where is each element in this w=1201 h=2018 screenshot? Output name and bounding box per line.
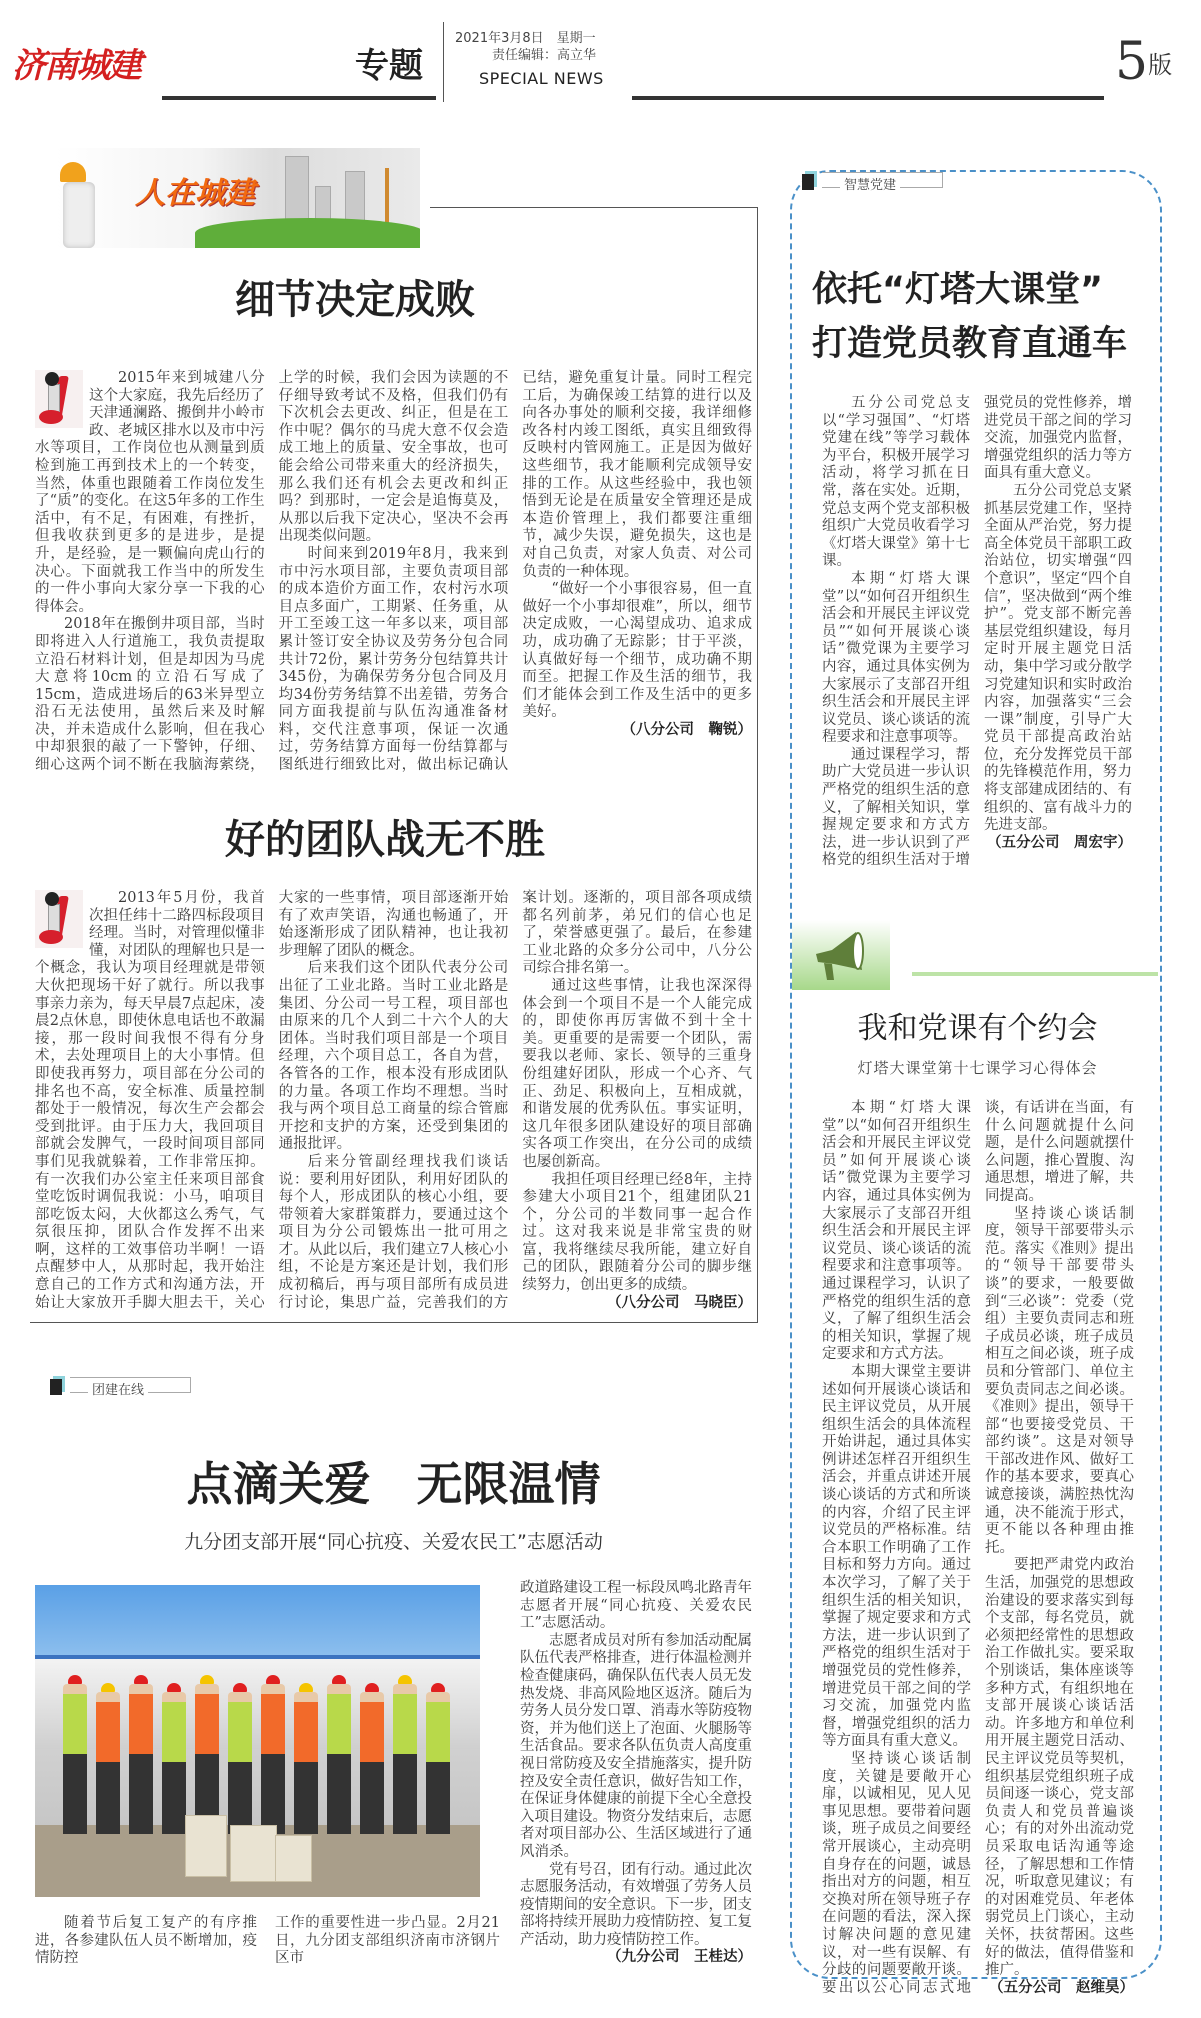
worker-figure: [327, 1684, 351, 1834]
byline: （五分公司 赵维昊）: [989, 1979, 1134, 1996]
worker-figure: [63, 182, 95, 248]
paragraph: 本期“灯塔大课堂”以“如何召开组织生活会和开展民主评议党员”“如何开展谈心谈话”微党课为主要学习内容，通过具体实例为大家展示了支部召开组织生活会和开展民主评议党员、谈心谈话的流程要求和注意事项等。: [822, 570, 970, 746]
worker-figure: [195, 1684, 219, 1834]
paragraph: 坚持谈心谈话制度，领导干部要带头示范。落实《准则》提出的“领导干部要带头谈”的要求，一般要做到“三必谈”：党委（党组）主要负责同志和班子成员必谈，班子成员相互之间必谈，班子成员和分管部门、单位主要负责同志之间必谈。《准则》提出，领导干部“也要接受党员、干部约谈”。这是对领导干部改进作风、做好工作的基本要求，要真心诚意接谈，满腔热忱沟通，决不能流于形式，更不能以各种理由推托。: [985, 1205, 1134, 1556]
paragraph: 本期大课堂主要讲述如何开展谈心谈话和民主评议党员，从开展组织生活会的具体流程开始讲起，通过具体实例讲述怎样召开组织生活会，并重点讲述开展谈心谈话的方式和所谈的内容，介绍了民主评议党员的严格标准。结合本职工作明确了工作目标和努力方向。通过本次学习，了解了关于组织生活的相关知识，掌握了规定要求和方式方法，进一步认识到了严格党的组织生活对于增强党员的党性修养，增进党员干部之间的学习交流，加强党内监督，增强党组织的活力等方面具有重大意义。: [822, 1363, 971, 1750]
paragraph: 2013年5月份，我首次担任纬十二路四标段项目经理。当时，对管理似懂非懂，对团队的理解也只是一个概念，我认为项目经理就是带领大伙把现场干好了就行。所以我事事亲力亲为，每天早晨7点起床，凌晨2点休息，即使休息电话也不敢漏接，那一段时间我恨不得有分身术，去处理项目上的大小事情。但即使我再努力，项目部在分公司的排名也不高，安全标准、质量控制都处于一般情况，每次生产会都会受到批评。由于压力大，我回项目部就会发脾气，一段时间项目部同事们见我就躲着，工作非常压抑。有一次我们办公室主任来项目部食堂吃饭时调侃我说：小马，咱项目部吃饭太闷，大伙都这么秀气，气氛很压抑，团队合作发挥不出来啊，这样的工效事倍功半啊！一语点醒梦中人，从那时起，我开始注意自己的工作方式和沟通方法，开始让大家放开手脚大胆去干，关心大家的一些事情，项目部逐渐开始有了欢声笑语，沟通也畅通了，开始逐渐形成了团队精神，也让我初步理解了团队的概念。: [35, 890, 509, 1311]
accent-line: [912, 972, 1158, 976]
worker-figure: [261, 1684, 285, 1834]
article-body-col1: [35, 1915, 257, 1968]
helmet: [398, 1675, 412, 1684]
paragraph: 五分公司党总支紧抓基层党建工作，坚持全面从严治党，努力提高全体党员干部职工政治站位，切实增强“四个意识”，坚定“四个自信”，坚决做到“两个维护”。党支部不断完善基层党组织建设，每月定时开展主题党日活动，集中学习或分散学习党建知识和实时政治内容，加强落实“三会一课”制度，引导广大党员干部提高政治站位，充分发挥党员干部的先锋模范作用，努力将支部建成团结的、有组织的、富有战斗力的先进支部。: [984, 482, 1132, 834]
worker-figure: [63, 1684, 87, 1834]
tag-square-icon: [50, 1379, 62, 1395]
frame-line-right: [757, 207, 758, 1322]
sidebar-article-subheadline: 灯塔大课堂第十七课学习心得体会: [857, 1059, 1098, 1077]
helmet: [68, 1675, 82, 1684]
paragraph: 2018年在搬倒井项目部，当时即将进入人行道施工，我负责提取立沿石材料计划，但是却因为马虎大意将10cm的立沿石写成了15cm，造成进场后的63米异型立沿石无法使用，虽然后来及时解决，并未造成什么影响，但在我心中却狠狠的敲了一下警钟，仔细、细心这两个词不断在我脑海萦绕，上学的时候，我们会因为读题的不仔细导致考试不及格，但我们仍有下次机会去更改、纠正，但是在工作中呢？偶尔的马虎大意不仅会造成工地上的质量、安全事故，也可能会给公司带来重大的经济损失，那么我们还有机会去更改和纠正吗？到那时，一定会是追悔莫及，从那以后我下定决心，坚决不会再出现类似问题。: [35, 370, 509, 774]
paragraph: 后来我们这个团队代表分公司出征了工业北路。当时工业北路是集团、分公司一号工程，项目部也由原来的几个人到二十六个人的大团体。当时我们项目部是一个项目经理，六个项目总工，各自为营，各管各的工作，根本没有形成团队的力量。各项工作均不理想。当时我与两个项目总工商量的综合管廊开挖和支护的方案，还受到集团的通报批评。: [278, 960, 509, 1153]
paragraph: 随着节后复工复产的有序推进，各参建队伍人员不断增加，疫情防控: [35, 1915, 257, 1967]
tag-label: 团建在线: [88, 1379, 148, 1398]
paragraph: 本期“灯塔大课堂”以“如何召开组织生活会和开展民主评议党员”如何开展谈心谈话”微党课为主要学习内容，通过具体实例为大家展示了支部召开组织生活会和开展民主评议党员、谈心谈话的流程要求和注意事项等。通过课程学习，认识了严格党的组织生活的意义，了解了组织生活会的相关知识，掌握了规定要求和方式方法。: [822, 1100, 971, 1363]
paragraph: “做好一个小事很容易，但一直做好一个小事却很难”，所以，细节决定成败，一心渴望成功、追求成功，成功确了无踪影；甘于平淡，认真做好每一个细节，成功确不期而至。把握工作及生活的细节，我们才能体会到工作及生活中的更多美好。: [522, 581, 752, 721]
byline: （九分公司 王桂达）: [607, 1949, 752, 1966]
helmet: [299, 1683, 313, 1692]
helmet: [332, 1675, 346, 1684]
section-tag: [802, 172, 992, 192]
megaphone-badge: [792, 920, 890, 990]
helmet: [365, 1683, 379, 1692]
volunteer-group-photo: [35, 1585, 480, 1897]
paragraph: 政道路建设工程一标段凤鸣北路青年志愿者开展“同心抗疫、关爱农民工”志愿活动。: [520, 1580, 752, 1632]
header-divider: [443, 22, 444, 102]
music-note-icon: [35, 890, 83, 948]
grass-hill: [195, 218, 420, 248]
paragraph: 我担任项目经理已经8年，主持参建大小项目21个，组建团队21个，分公司的半数同事一起合作过。这对我来说是非常宝贵的财富，我将继续尽我所能，建立好自己的团队，跟随着分公司的脚步继续努力，创出更多的成绩。: [522, 1171, 752, 1294]
worker-figure: [129, 1684, 153, 1834]
sidebar-article-body: [822, 395, 1132, 870]
article-headline: 细节决定成败: [235, 277, 475, 323]
sidebar-headline-line2: 打造党员教育直通车: [812, 324, 1128, 364]
paragraph: 党有号召，团有行动。通过此次志愿服务活动，有效增强了劳务人员疫情期间的安全意识。下一步，团支部将持续开展助力疫情防控、复工复产活动，助力疫情防控工作。: [520, 1861, 752, 1948]
paragraph: 五分公司党总支以“学习强国”、“灯塔党建在线”等学习载体为平台，积极开展学习活动，将学习抓在日常，落在实处。近期，党总支两个党支部积极组织广大党员收看学习《灯塔大课堂》第十七课。: [822, 395, 970, 570]
article-headline: 点滴关爱 无限温情: [186, 1457, 601, 1511]
page-suffix: 版: [1148, 51, 1173, 79]
article-headline: 好的团队战无不胜: [225, 817, 545, 863]
paragraph: 工作的重要性进一步凸显。2月21日，九分团支部组织济南市济钢片区市: [275, 1915, 500, 1967]
article-subheadline: 九分团支部开展“同心抗疫、关爱农民工”志愿活动: [184, 1531, 603, 1553]
page-number: [1115, 32, 1172, 95]
article-body-col3: [520, 1580, 752, 1967]
byline: （五分公司 周宏宇）: [987, 834, 1132, 851]
tag-square-icon: [802, 174, 814, 190]
section-tag: [50, 1377, 240, 1397]
article-body-col2: [275, 1915, 500, 1968]
issue-date: 2021年3月8日 星期一: [455, 31, 596, 46]
newspaper-logo: 济南城建: [12, 46, 140, 86]
helmet: [200, 1675, 214, 1684]
helmet: [233, 1683, 247, 1692]
helmet: [167, 1683, 181, 1692]
helmet: [101, 1683, 115, 1692]
byline: （八分公司 鞠锐）: [621, 721, 752, 738]
hard-hat-icon: [60, 162, 86, 182]
worker-figure: [162, 1692, 186, 1834]
supply-box: [185, 1815, 227, 1877]
article-body: [35, 370, 752, 775]
section-english: SPECIAL NEWS: [479, 69, 604, 88]
frame-line-top: [430, 207, 758, 208]
music-note-icon: [35, 370, 83, 428]
tag-label: 智慧党建: [840, 174, 900, 193]
paragraph: 志愿者成员对所有参加活动配属队伍代表严格排查，进行体温检测并检查健康码，确保队伍代表人员无发热发烧、非高风险地区返济。随后为劳务人员分发口罩、消毒水等防疫物资，并为他们送上了泡面、火腿肠等生活食品。要求各队伍负责人高度重视日常防疫及安全措施落实，提升防控及安全责任意识，做好告知工作，在保证身体健康的前提下全心全意投入项目建设。物资分发结束后，志愿者对项目部办公、生活区域进行了通风消杀。: [520, 1632, 752, 1860]
paragraph: 坚持谈心谈话制度，关键是要敞开心扉，以诚相见，见人见事见思想。要带着问题谈，班子成员之间要经常开展谈心，主动亮明自身存在的问题，诚恳指出对方的问题，相互交换对所在领导班子存在问题的看法，深入探讨解决问题的意见建议，对一些有误解、有分歧的问题要敞开谈。要出以公心同志式地谈，有话讲在当面，有什么问题就提什么问题，是什么问题就摆什么问题，推心置腹、沟通思想，增进了解，共同提高。: [822, 1100, 1134, 1996]
section-title: 专题: [355, 46, 423, 86]
paragraph: 后来分管副经理找我们谈话说：要利用好团队，利用好团队的每个人，形成团队的核心小组，要带领着大家群策群力，要通过这个项目为分公司锻炼出一批可用之才。从此以后，我们建立7人核心小组，不论是方案还是计划，我们形成初稿后，再与项目部所有成员进行讨论，集思广益，完善我们的方案计划。逐渐的，项目部各项成绩都名列前茅，弟兄们的信心也足了，荣誉感更强了。最后，在参建工业北路的众多分公司中，八分公司综合排名第一。: [278, 890, 752, 1311]
paragraph: 通过课程学习，帮助广大党员进一步认识严格党的组织生活的意义，了解相关知识，掌握规定要求和方式方法，进一步认识到了严格党的组织生活对于增强党员的党性修养，增进党员干部之间的学习交流，加强党内监督，增强党组织的活力等方面具有重大意义。: [822, 395, 1132, 869]
paragraph: 要把严肃党内政治生活，加强党的思想政治建设的要求落实到每个支部，每名党员，就必须把经常性的思想政治工作做扎实。要采取个别谈话，集体座谈等多种方式，有组织地在支部开展谈心谈话活动。许多地方和单位利用开展主题党日活动、民主评议党员等契机，组织基层党组织班子成员间逐一谈心，党支部负责人和党员普遍谈心；有的对外出流动党员采取电话沟通等途径，了解思想和工作情况，听取意见建议；有的对困难党员、年老体弱党员上门谈心，主动关怀，扶贫帮困。这些好的做法，值得借鉴和推广。: [985, 1557, 1134, 1979]
megaphone-icon: [810, 926, 870, 986]
worker-figure: [360, 1692, 384, 1834]
paragraph: 通过这些事情，让我也深深得体会到一个项目不是一个人能完成的，即使你再厉害做不到十全十美。更重要的是需要一个团队，需要我以老师、家长、领导的三重身份组建好团队，形成一个心齐、气正、劲足、积极向上，互相成就，和谐发展的优秀队伍。事实证明，这几年很多团队建设好的项目部确实各项工作突出，在分公司的成绩也屡创新高。: [522, 977, 752, 1170]
sidebar-article-body: [822, 1100, 1134, 1997]
worker-figure: [228, 1692, 252, 1834]
header-rule-right: [632, 96, 1104, 100]
header-rule-left: [162, 96, 436, 100]
page-number-value: 5: [1115, 32, 1149, 92]
worker-figure: [393, 1684, 417, 1834]
worker-figure: [96, 1692, 120, 1834]
paragraph: 2015年来到城建八分这个大家庭，我先后经历了天津通澜路、搬倒井小岭市政、老城区排水以及市中污水等项目，工作岗位也从测量到质检到施工再到技术上的一个转变，当然，体重也跟随着工作岗位发生了“质”的变化。在这5年多的工作生活中，有不足，有困难，有挫折，但我收获到更多的是进步，是提升，是经验，是一颗偏向虎山行的决心。下面就我工作当中的所发生的一件小事向大家分享一下我的心得体会。: [35, 370, 265, 615]
supply-box: [275, 1835, 312, 1882]
helmet: [134, 1675, 148, 1684]
worker-figure: [294, 1692, 318, 1834]
supply-box: [230, 1825, 277, 1882]
paragraph: 时间来到2019年8月，我来到市中污水项目部，主要负责项目部的成本造价方面工作，农村污水项目点多面广，工期紧、任务重，从开工至竣工这一年多以来，项目部累计签订安全协议及劳务分包合同共计72份，累计劳务分包结算共计345份，为确保劳务分包合同及月均34份劳务结算不出差错，劳务合同方面我提前与队伍沟通准备材料，交代注意事项，保证一次通过，劳务结算方面每一份结算都与图纸进行细致比对，做出标记确认已结，避免重复计量。同时工程完工后，为确保竣工结算的进行以及向各办事处的顺利交接，我详细修改各村内竣工图纸，真实且细致得反映村内管网施工。正是因为做好这些细节，我才能顺利完成领导安排的工作。从这些经验中，我也领悟到无论是在质量安全管理还是成本造价管理上，我们都要注重细节，减少失误，避免损失，这也是对自己负责，对家人负责、对公司负责的一种体现。: [278, 370, 752, 774]
frame-line-bottom: [30, 1322, 758, 1323]
byline: （八分公司 马晓臣）: [606, 1294, 752, 1311]
editor-credit: 责任编辑：高立华: [492, 48, 597, 63]
banner-title: 人在城建: [135, 176, 255, 211]
article-body: [35, 890, 752, 1312]
section-banner: [55, 148, 420, 248]
worker-figure: [426, 1692, 450, 1834]
helmet: [431, 1683, 445, 1692]
issue-meta: [455, 30, 604, 87]
sidebar-article-headline: 我和党课有个约会: [857, 1011, 1098, 1046]
sidebar-headline-line1: 依托“灯塔大课堂”: [812, 270, 1104, 310]
helmet: [266, 1675, 280, 1684]
